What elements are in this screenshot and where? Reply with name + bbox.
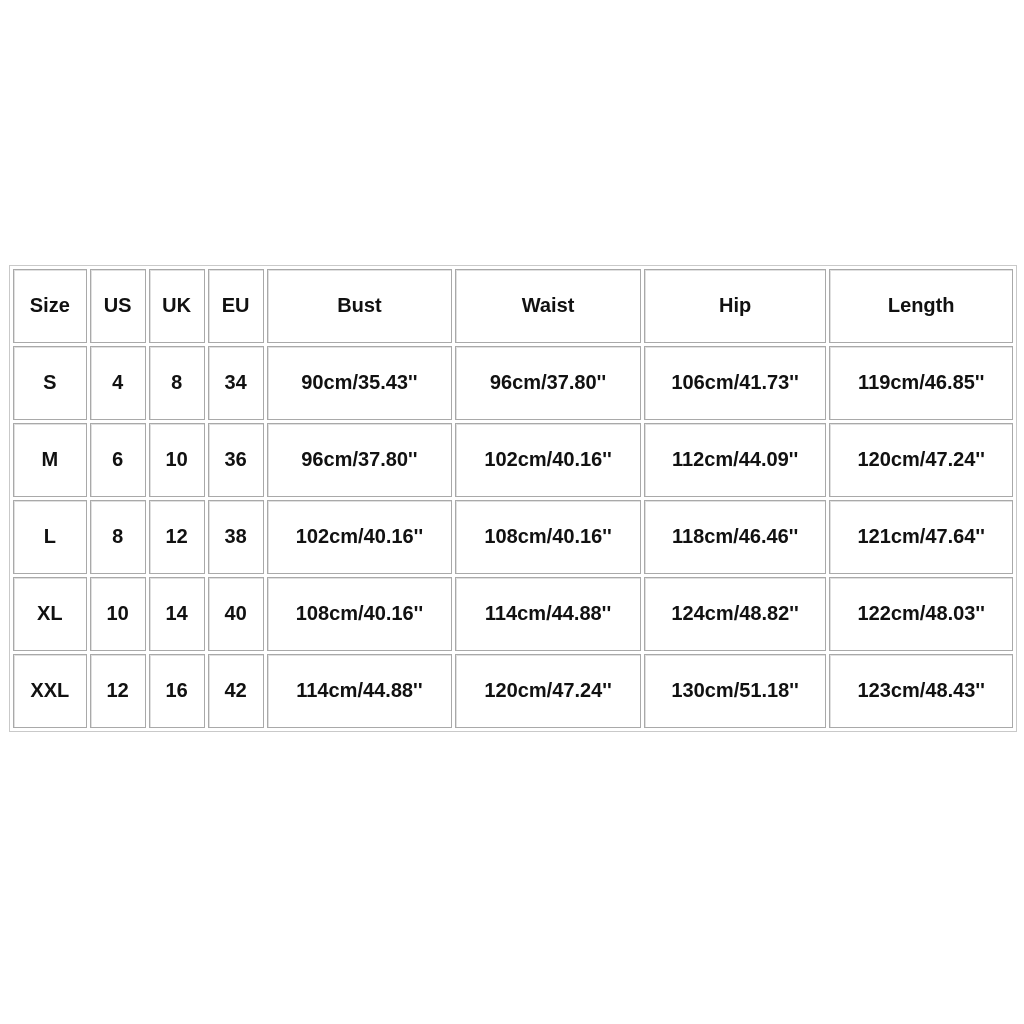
cell-length: 121cm/47.64'' [829,500,1013,574]
cell-hip: 130cm/51.18'' [644,654,827,728]
header-length: Length [829,269,1013,343]
header-row [13,269,1013,343]
header-size: Size [13,269,87,343]
cell-size: S [13,346,87,420]
cell-uk: 14 [149,577,205,651]
table-row [13,423,1013,497]
cell-size: XL [13,577,87,651]
cell-bust: 90cm/35.43'' [267,346,453,420]
cell-size: M [13,423,87,497]
cell-eu: 36 [208,423,264,497]
cell-bust: 114cm/44.88'' [267,654,453,728]
header-uk: UK [149,269,205,343]
header-eu: EU [208,269,264,343]
table-row [13,346,1013,420]
cell-uk: 12 [149,500,205,574]
header-bust: Bust [267,269,453,343]
cell-bust: 102cm/40.16'' [267,500,453,574]
table-row [13,500,1013,574]
table-row [13,654,1013,728]
cell-us: 8 [90,500,146,574]
cell-bust: 96cm/37.80'' [267,423,453,497]
cell-size: L [13,500,87,574]
cell-waist: 96cm/37.80'' [455,346,641,420]
cell-hip: 112cm/44.09'' [644,423,827,497]
cell-uk: 16 [149,654,205,728]
table-row [13,577,1013,651]
cell-uk: 10 [149,423,205,497]
cell-length: 123cm/48.43'' [829,654,1013,728]
header-us: US [90,269,146,343]
cell-eu: 40 [208,577,264,651]
cell-size: XXL [13,654,87,728]
cell-hip: 124cm/48.82'' [644,577,827,651]
cell-waist: 102cm/40.16'' [455,423,641,497]
header-waist: Waist [455,269,641,343]
cell-us: 4 [90,346,146,420]
size-chart-table [10,266,1016,731]
header-hip: Hip [644,269,827,343]
cell-waist: 108cm/40.16'' [455,500,641,574]
cell-us: 6 [90,423,146,497]
cell-length: 122cm/48.03'' [829,577,1013,651]
cell-hip: 106cm/41.73'' [644,346,827,420]
cell-length: 119cm/46.85'' [829,346,1013,420]
cell-waist: 114cm/44.88'' [455,577,641,651]
cell-bust: 108cm/40.16'' [267,577,453,651]
cell-uk: 8 [149,346,205,420]
cell-us: 12 [90,654,146,728]
cell-eu: 38 [208,500,264,574]
cell-eu: 42 [208,654,264,728]
cell-us: 10 [90,577,146,651]
cell-length: 120cm/47.24'' [829,423,1013,497]
cell-hip: 118cm/46.46'' [644,500,827,574]
cell-waist: 120cm/47.24'' [455,654,641,728]
cell-eu: 34 [208,346,264,420]
